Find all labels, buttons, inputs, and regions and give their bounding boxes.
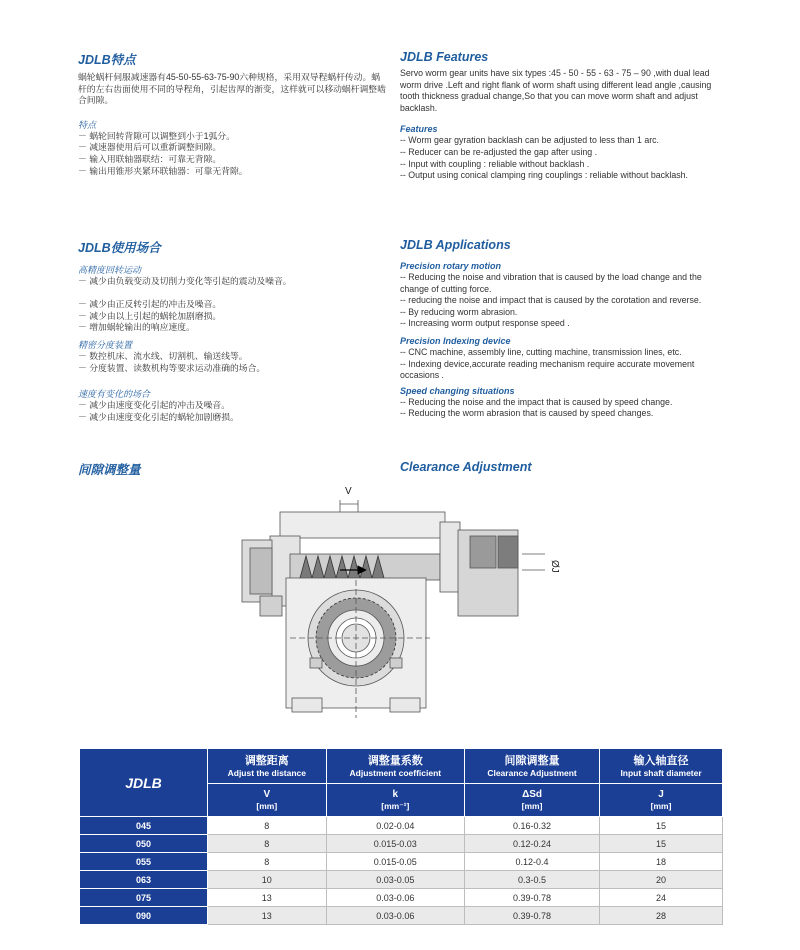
header-symbol: J [658,789,664,800]
applications-en-title: JDLB Applications [400,238,511,252]
features-en-intro: Servo worm gear units have six types :45 - 50 - 55 - 63 - 75 – 90 ,with dual lead worm drive .Left and right flank of worm shaft using different lead angle ,causing tooth thickness gradual change,So that you can move worm shaft and adjust backlash. [400,68,712,113]
table-header [600,749,723,784]
table-cell: 13 [208,889,327,907]
list-item: － 减少由正反转引起的冲击及噪音。 [78,299,222,310]
list-item: － 减少由速度变化引起的冲击及噪音。 [78,400,230,411]
applications-cn-title: JDLB使用场合 [78,241,161,255]
list-item: － 数控机床、流水线、切割机、输送线等。 [78,350,248,361]
list-item: -- Output using conical clamping ring couplings : reliable without backlash. [400,170,689,181]
list-item: － 蜗轮回转背隙可以调整到小于1弧分。 [78,130,235,141]
table-cell: 0.12-0.24 [465,835,600,853]
list-item: -- CNC machine, assembly line, cutting machine, transmission lines, etc. [400,346,682,357]
list-item: － 减速器使用后可以重新调整间隙。 [78,142,222,153]
list-item: － 输入用联轴器联结：可靠无背隙。 [78,153,222,164]
model-cell: 045 [80,817,208,835]
features-en [400,50,725,182]
list-item: － 增加蜗轮输出的响应速度。 [78,322,195,333]
header-en: Clearance Adjustment [487,767,577,778]
table-cell: 0.03-0.05 [326,871,464,889]
table-cell: 0.39-0.78 [465,889,600,907]
list-item: -- Reducer can be re-adjusted the gap after using . [400,146,598,157]
list-item: － 减少由负载变动及切削力变化等引起的震动及噪音。 [78,276,292,286]
header-unit: [mm] [256,801,278,811]
table-cell: 0.16-0.32 [465,817,600,835]
table-header [208,749,327,784]
table-cell: 28 [600,907,723,925]
applications-en-group-title: Precision rotary motion [400,261,502,271]
table-symbol-header [600,784,723,817]
table-cell: 0.02-0.04 [326,817,464,835]
header-cn: 输入轴直径 [633,754,689,767]
table-cell: 15 [600,835,723,853]
table-symbol-header [208,784,327,817]
list-item: -- By reducing worm abrasion. [400,306,518,317]
table-cell: 0.03-0.06 [326,889,464,907]
header-cn: 调整量系数 [367,754,423,767]
gearbox-section-drawing [230,478,570,728]
applications-cn-group-title: 速度有变化的场合 [78,389,151,400]
table-cell: 0.3-0.5 [465,871,600,889]
list-item: -- reducing the noise and impact that is caused by the corotation and reverse. [400,295,702,306]
table-model-header: JDLB [80,749,208,817]
model-cell: 075 [80,889,208,907]
list-item: -- Input with coupling : reliable without backlash . [400,158,590,169]
clearance-table [79,748,723,925]
applications-en-group-title: Precision Indexing device [400,335,511,346]
header-en: Input shaft diameter [620,767,702,778]
list-item: -- Increasing worm output response speed . [400,318,570,329]
dimension-v-label: V [345,486,352,497]
list-item: -- Worm gear gyration backlash can be adjusted to less than 1 arc. [400,135,659,146]
applications-en-group-title: Speed changing situations [400,385,515,396]
list-item: － 输出用锥形夹紧环联轴器：可靠无背隙。 [78,165,248,176]
model-cell: 090 [80,907,208,925]
header-cn: 调整距离 [244,754,289,767]
features-en-subtitle: Features [400,124,438,135]
header-unit: [mm⁻¹] [381,801,410,811]
table-cell: 13 [208,907,327,925]
table-row [80,835,723,853]
model-cell: 063 [80,871,208,889]
features-cn [78,50,388,177]
clearance-en-title: Clearance Adjustment [400,460,532,474]
applications-cn-group-title: 高精度回转运动 [78,265,142,275]
table-cell: 0.03-0.06 [326,907,464,925]
table-cell: 20 [600,871,723,889]
features-en-title: JDLB Features [400,50,489,64]
table-cell: 10 [208,871,327,889]
header-en: Adjustment coefficient [349,767,442,778]
model-cell: 055 [80,853,208,871]
table-cell: 8 [208,835,327,853]
applications-en [400,238,725,420]
list-item [78,288,388,300]
list-item: -- Reducing the worm abrasion that is caused by speed changes. [400,408,654,419]
applications-cn [78,238,388,423]
header-symbol: k [392,789,399,800]
table-cell: 0.39-0.78 [465,907,600,925]
list-item: -- Indexing device,accurate reading mechanism require accurate movement occasions . [400,358,695,381]
table-row [80,871,723,889]
table-cell: 18 [600,853,723,871]
table-row [80,889,723,907]
header-unit: [mm] [650,801,672,811]
dimension-j-label: ØJ [549,560,560,573]
list-item: － 分度装置、读数机构等要求运动准确的场合。 [78,362,266,373]
list-item: -- Reducing the noise and the impact that is caused by speed change. [400,396,673,407]
header-symbol: V [263,789,271,800]
features-cn-title: JDLB特点 [78,53,136,67]
table-cell: 24 [600,889,723,907]
list-item: － 减少由以上引起的蜗轮加剧磨损。 [78,310,222,321]
table-symbol-header [326,784,464,817]
table-row [80,817,723,835]
table-cell: 8 [208,853,327,871]
header-symbol: ΔSd [522,789,543,800]
applications-cn-group-title: 精密分度装置 [78,339,133,350]
table-cell: 0.015-0.05 [326,853,464,871]
table-cell: 0.12-0.4 [465,853,600,871]
header-cn: 间隙调整量 [504,754,560,767]
header-unit: [mm] [521,801,543,811]
header-en: Adjust the distance [227,767,307,778]
model-cell: 050 [80,835,208,853]
table-header [465,749,600,784]
table-cell: 15 [600,817,723,835]
features-cn-intro: 蜗轮蜗杆伺服减速器有45-50-55-63-75-90六种规格，采用双导程蜗杆传动。蜗杆的左右齿面使用不同的导程角，引起齿厚的渐变，这样就可以移动蜗杆调整啮合间隙。 [78,72,386,106]
table-row [80,853,723,871]
list-item: -- Reducing the noise and vibration that is caused by the load change and the change of cutting force. [400,272,702,294]
table-cell: 8 [208,817,327,835]
clearance-cn-title: 间隙调整量 [78,463,141,477]
features-cn-subtitle: 特点 [78,119,97,130]
table-header [326,749,464,784]
list-item: － 减少由速度变化引起的蜗轮加剧磨损。 [78,411,239,422]
table-cell: 0.015-0.03 [326,835,464,853]
table-symbol-header [465,784,600,817]
table-row [80,907,723,925]
